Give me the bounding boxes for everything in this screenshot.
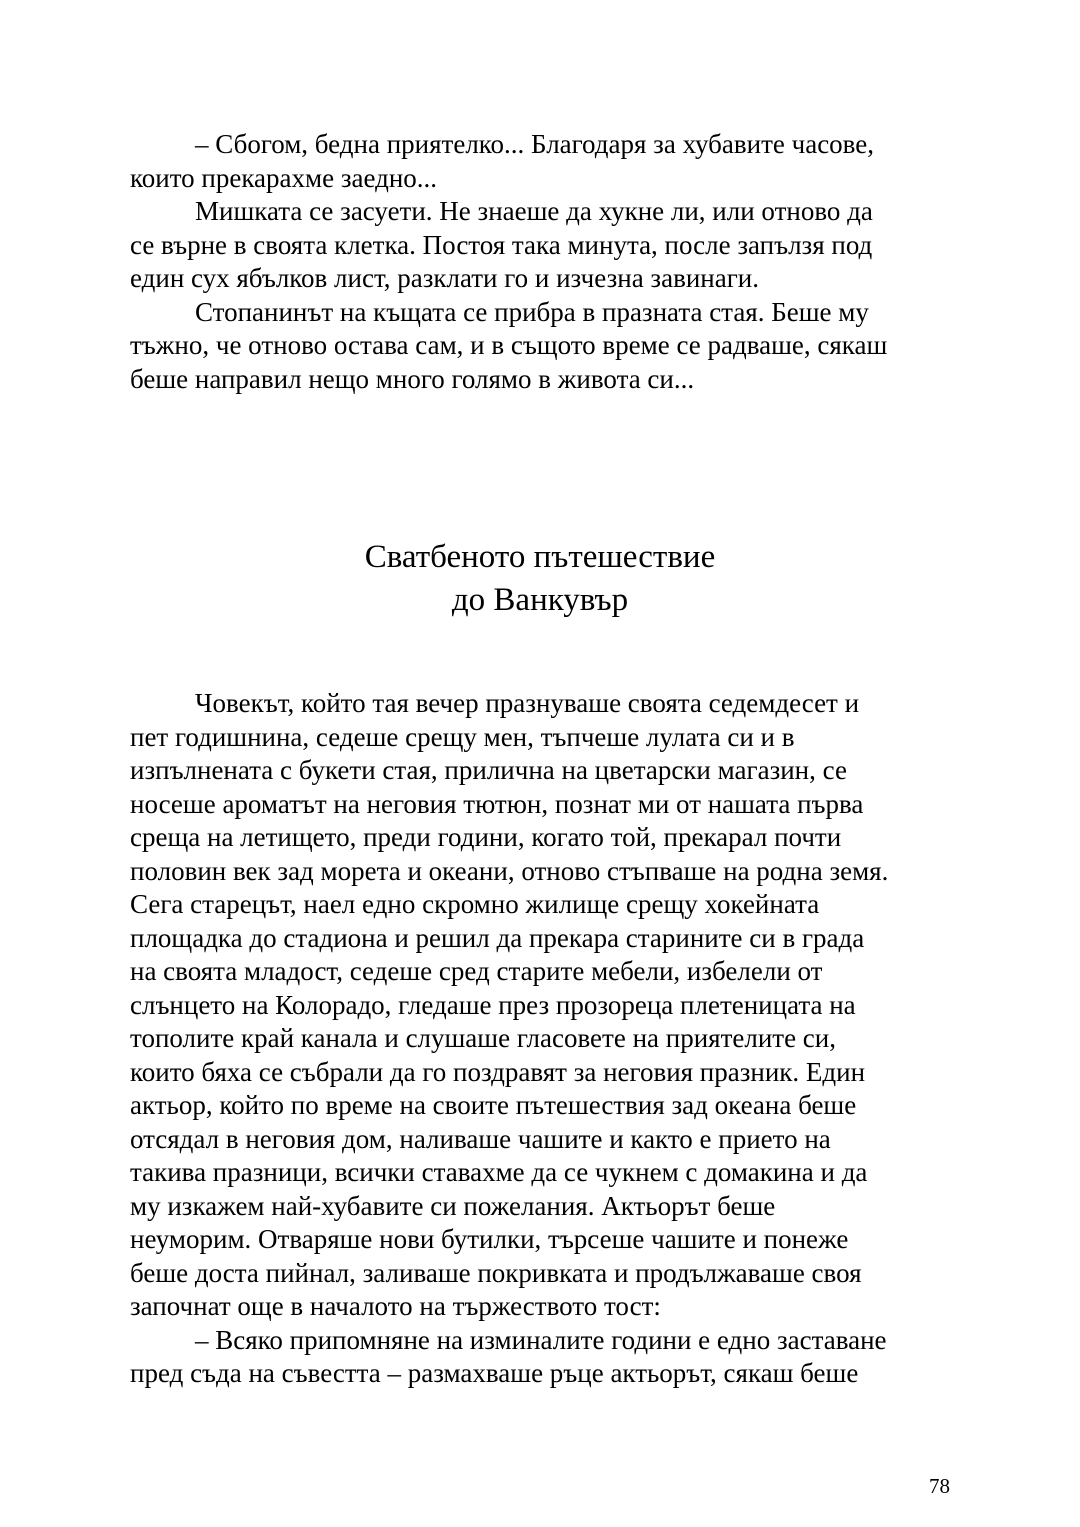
- paragraph-line: тъжно, че отново остава сам, и в същото време се радваше, сякаш: [130, 330, 888, 360]
- paragraph-line: започнат още в началото на тържеството тост:: [130, 1291, 661, 1321]
- paragraph-line: Сега старецът, наел едно скромно жилище срещу хокейната: [130, 889, 820, 919]
- paragraph-line: Човекът, който тая вечер празнуваше своята седемдесет и: [195, 688, 860, 718]
- paragraph-line: се върне в своята клетка. Постоя така минута, после запълзя под: [130, 229, 873, 260]
- paragraph-line: на своята младост, седеше сред старите мебели, избелели от: [130, 956, 823, 986]
- paragraph-line: които бяха се събрали да го поздравят за неговия празник. Един: [130, 1056, 866, 1087]
- top-text-section: [130, 128, 960, 396]
- page-number: 78: [929, 1474, 950, 1498]
- paragraph-line: слънцето на Колорадо, гледаше през прозореца плетеницата на: [130, 989, 856, 1020]
- paragraph-line: половин век зад морета и океани, отново стъпваше на родна земя.: [130, 855, 889, 886]
- paragraph-line: пет годишнина, седеше срещу мен, тъпчеше лулата си и в: [130, 721, 795, 752]
- paragraph-line: такива празници, всички ставахме да се чукнем с домакина и да: [130, 1157, 868, 1187]
- paragraph-line: беше доста пийнал, заливаше покривката и продължаваше своя: [130, 1257, 862, 1288]
- paragraph-line: отсядал в неговия дом, наливаше чашите и както е прието на: [130, 1123, 831, 1154]
- paragraph-line: един сух ябълков лист, разклати го и изчезна завинаги.: [130, 263, 759, 293]
- paragraph-line: актьор, който по време на своите пътешествия зад океана беше: [130, 1090, 857, 1120]
- paragraph-line: Мишката се засуети. Не знаеше да хукне ли, или отново да: [195, 196, 873, 226]
- paragraph-line: среща на летището, преди години, когато той, прекарал почти: [130, 822, 842, 852]
- paragraph-line: – Всяко припомняне на изминалите години е едно заставане: [195, 1324, 887, 1355]
- paragraph-line: тополите край канала и слушаше гласовете на приятелите си,: [130, 1023, 836, 1053]
- paragraph-line: му изкажем най-хубавите си пожелания. Актьорът беше: [130, 1190, 776, 1221]
- paragraph-line: Стопанинът на къщата се прибра в празната стая. Беше му: [195, 296, 869, 327]
- paragraph-line: изпълнената с букети стая, прилична на цветарски магазин, се: [130, 755, 847, 785]
- paragraph-line: пред съда на съвестта – размахваше ръце актьорът, сякаш беше: [130, 1358, 859, 1388]
- chapter-title: [0, 536, 1080, 622]
- paragraph-line: неуморим. Отваряше нови бутилки, търсеше чашите и понеже: [130, 1224, 849, 1254]
- paragraph-line: – Сбогом, бедна приятелко... Благодаря за хубавите часове,: [195, 129, 875, 159]
- chapter-title-line-1: Сватбеното пътешествие: [364, 539, 716, 575]
- paragraph-line: носеше ароматът на неговия тютюн, познат ми от нашата първа: [130, 788, 864, 819]
- paragraph-line: площадка до стадиона и решил да прекара старините си в града: [130, 922, 865, 953]
- paragraph-line: беше направил нещо много голямо в живота си...: [130, 363, 695, 394]
- paragraph-line: които прекарахме заедно...: [130, 162, 438, 193]
- chapter-body: [130, 687, 960, 1391]
- chapter-title-line-2: до Ванкувър: [451, 582, 629, 618]
